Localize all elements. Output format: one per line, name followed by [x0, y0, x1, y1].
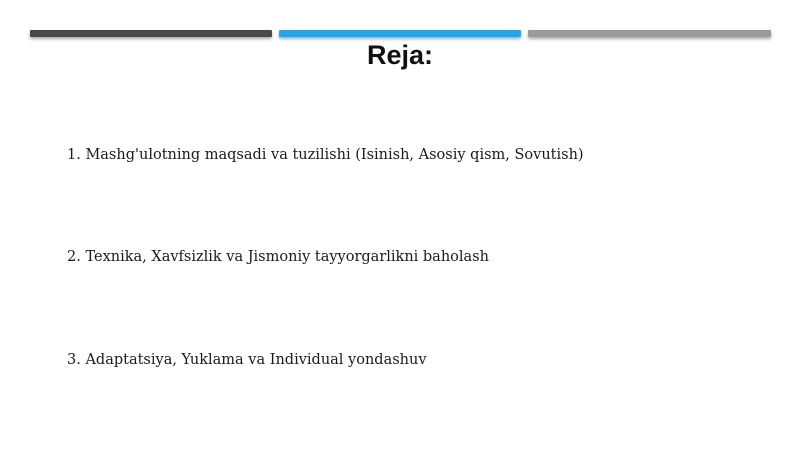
top-bar-blue — [279, 30, 521, 37]
plan-item-1: 1. Mashg'ulotning maqsadi va tuzilishi (Isinish, Asosiy qism, Sovutish) — [67, 147, 584, 163]
plan-item-3: 3. Adaptatsiya, Yuklama va Individual yondashuv — [67, 352, 427, 368]
decorative-top-bars — [30, 30, 771, 38]
plan-item-2: 2. Texnika, Xavfsizlik va Jismoniy tayyorgarlikni baholash — [67, 249, 489, 265]
slide-title: Reja: — [366, 40, 434, 70]
top-bar-gray — [528, 30, 771, 37]
top-bar-dark — [30, 30, 272, 37]
